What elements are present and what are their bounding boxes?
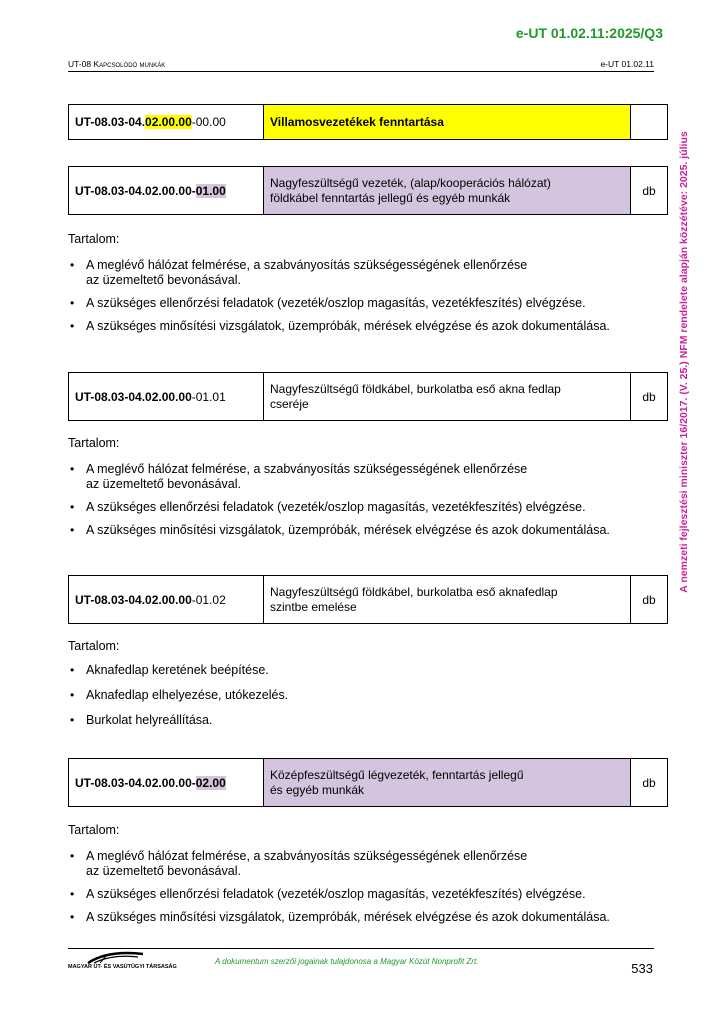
road-logo-icon bbox=[68, 950, 163, 964]
item-table-1 bbox=[68, 166, 668, 215]
list-item: • A szükséges ellenőrzési feladatok (vezeték/oszlop magasítás, vezetékfeszítés) elvégzése. bbox=[70, 887, 586, 901]
list-item: • A szükséges ellenőrzési feladatok (vezeték/oszlop magasítás, vezetékfeszítés) elvégzése. bbox=[70, 500, 586, 514]
list-item: • A szükséges minősítési vizsgálatok, üzempróbák, mérések elvégzése és azok dokumentálása. bbox=[70, 910, 610, 924]
list-item: • Aknafedlap elhelyezése, utókezelés. bbox=[70, 688, 289, 702]
item-table-3 bbox=[68, 575, 668, 624]
list-item: • A meglévő hálózat felmérése, a szabványosítás szükségességének ellenőrzése az üzemeltető bevonásával. bbox=[70, 258, 528, 287]
list-item: • A szükséges minősítési vizsgálatok, üzempróbák, mérések elvégzése és azok dokumentálása. bbox=[70, 523, 610, 537]
content-label: Tartalom: bbox=[68, 639, 120, 653]
logo-text: MAGYAR ÚT- ÉS VASÚTÜGYI TÁRSASÁG bbox=[68, 964, 177, 970]
page-number: 533 bbox=[631, 961, 653, 976]
side-publication-note: A nemzeti fejlesztési miniszter 16/2017. (V. 25.) NFM rendelete alapján közzétéve: 2025. július bbox=[678, 131, 690, 593]
item-code: UT-08.03-04.02.00.00-01.00 bbox=[69, 167, 264, 215]
content-list bbox=[68, 258, 668, 334]
item-unit: db bbox=[631, 759, 668, 807]
organization-logo bbox=[68, 950, 177, 974]
item-description: Nagyfeszültségű földkábel, burkolatba eső aknafedlap szintbe emelése bbox=[264, 576, 631, 624]
list-item: • A meglévő hálózat felmérése, a szabványosítás szükségességének ellenőrzése az üzemeltető bevonásával. bbox=[70, 849, 528, 878]
content-list bbox=[68, 849, 668, 925]
running-header bbox=[68, 59, 654, 72]
list-item: • A szükséges ellenőrzési feladatok (vezeték/oszlop magasítás, vezetékfeszítés) elvégzése. bbox=[70, 296, 586, 310]
header-right: e-UT 01.02.11 bbox=[600, 59, 654, 69]
item-code: UT-08.03-04.02.00.00-01.02 bbox=[69, 576, 264, 624]
list-item: • A szükséges minősítési vizsgálatok, üzempróbák, mérések elvégzése és azok dokumentálása. bbox=[70, 319, 610, 333]
item-code: UT-08.03-04.02.00.00-01.01 bbox=[69, 373, 264, 421]
item-code: UT-08.03-04.02.00.00-00.00 bbox=[69, 105, 264, 140]
content-label: Tartalom: bbox=[68, 232, 120, 246]
document-code: e-UT 01.02.11:2025/Q3 bbox=[515, 25, 663, 41]
header-left: UT-08 Kapcsolódó munkák bbox=[68, 59, 166, 69]
item-description: Villamosvezetékek fenntartása bbox=[264, 105, 631, 140]
item-unit bbox=[631, 105, 668, 140]
list-item: • Aknafedlap keretének beépítése. bbox=[70, 663, 269, 677]
item-code: UT-08.03-04.02.00.00-02.00 bbox=[69, 759, 264, 807]
list-item: • Burkolat helyreállítása. bbox=[70, 713, 213, 727]
item-unit: db bbox=[631, 576, 668, 624]
item-unit: db bbox=[631, 373, 668, 421]
content-label: Tartalom: bbox=[68, 436, 120, 450]
item-table-4 bbox=[68, 758, 668, 807]
item-description: Középfeszültségű légvezeték, fenntartás jellegű és egyéb munkák bbox=[264, 759, 631, 807]
content-label: Tartalom: bbox=[68, 823, 120, 837]
copyright-note: A dokumentum szerzői jogainak tulajdonosa a Magyar Közút Nonprofit Zrt. bbox=[215, 957, 479, 966]
item-description: Nagyfeszültségű vezeték, (alap/kooperációs hálózat) földkábel fenntartás jellegű és egyéb munkák bbox=[264, 167, 631, 215]
item-unit: db bbox=[631, 167, 668, 215]
item-description: Nagyfeszültségű földkábel, burkolatba eső akna fedlap cseréje bbox=[264, 373, 631, 421]
content-list bbox=[68, 462, 668, 538]
content-list bbox=[68, 663, 668, 728]
list-item: • A meglévő hálózat felmérése, a szabványosítás szükségességének ellenőrzése az üzemeltető bevonásával. bbox=[70, 462, 528, 491]
footer-divider bbox=[68, 948, 654, 949]
item-table-2 bbox=[68, 372, 668, 421]
item-table-0 bbox=[68, 104, 668, 140]
